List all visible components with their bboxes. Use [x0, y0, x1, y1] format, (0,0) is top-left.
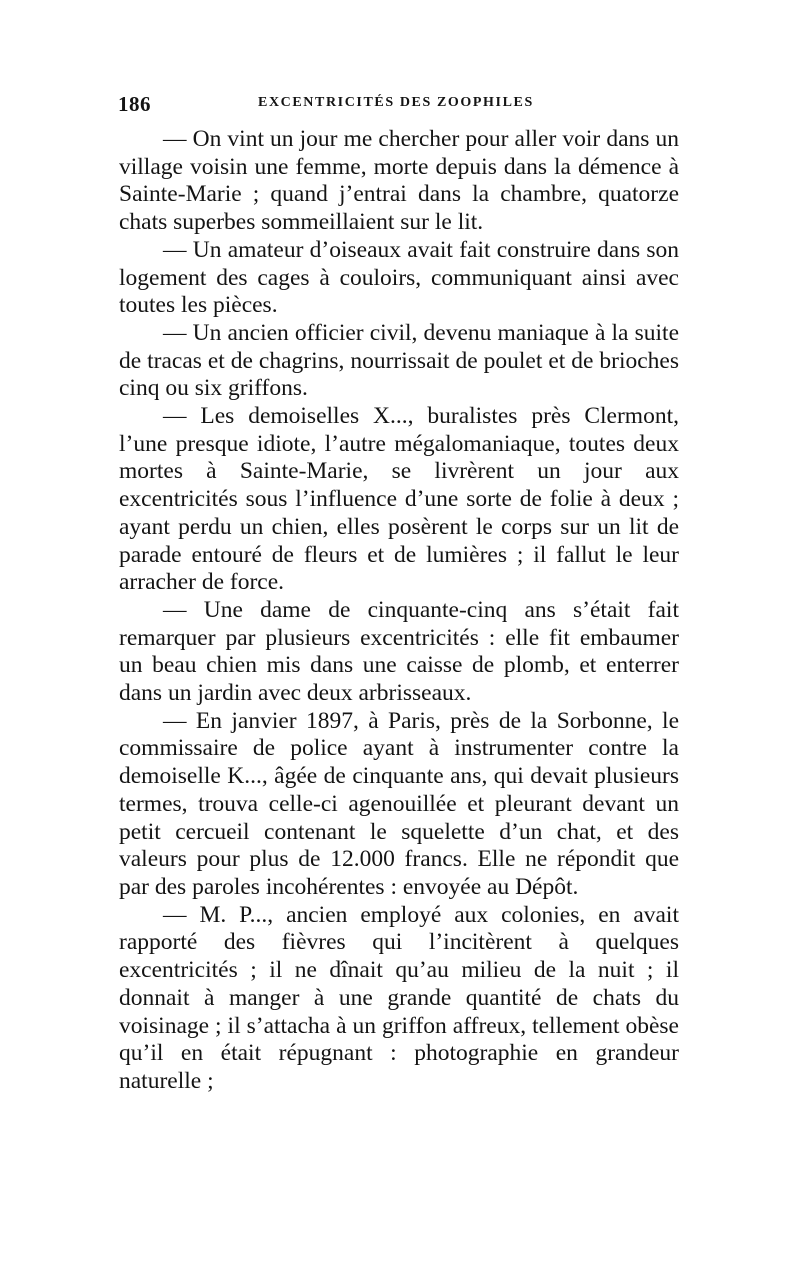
paragraph-demoiselles-x: — Les demoiselles X..., buralistes près Clermont, l’une presque idiote, l’autre mégalomaniaque, toutes deux mortes à Sainte-Marie, se livrèrent un jour aux excentricités sous l’influence d’une sorte de folie à deux ; ayant perdu un chien, elles posèrent le corps sur un lit de parade entouré de fleurs et de lumières ; il fallut le leur arracher de force. [119, 403, 679, 596]
body-text [119, 126, 679, 1096]
page-number: 186 [118, 92, 151, 116]
paragraph-bird-cages: — Un amateur d’oiseaux avait fait construire dans son logement des cages à couloirs, communiquant ainsi avec toutes les pièces. [119, 236, 679, 319]
paragraph-m-p: — M. P..., ancien employé aux colonies, en avait rapporté des fièvres qui l’incitèrent à quelques excentricités ; il ne dînait qu’au milieu de la nuit ; il donnait à manger à une grande quantité de chats du voisinage ; il s’attacha à un griffon affreux, tellement obèse qu’il en était répugnant : photographie en grandeur naturelle ; [119, 901, 679, 1094]
paragraph-demoiselle-k: — En janvier 1897, à Paris, près de la Sorbonne, le commissaire de police ayant à instrumenter contre la demoiselle K..., âgée de cinquante ans, qui devait plusieurs termes, trouva celle-ci agenouillée et pleurant devant un petit cercueil contenant le squelette d’un chat, et des valeurs pour plus de 12.000 francs. Elle ne répondit que par des paroles incohérentes : envoyée au Dépôt. [119, 707, 679, 900]
running-head [118, 92, 683, 116]
paragraph-griffons-fed-brioches: — Un ancien officier civil, devenu maniaque à la suite de tracas et de chagrins, nourrissait de poulet et de brioches cinq ou six griffons. [119, 319, 679, 402]
paragraph-embalmed-dog: — Une dame de cinquante-cinq ans s’était fait remarquer par plusieurs excentricités : elle fit embaumer un beau chien mis dans une caisse de plomb, et enterrer dans un jardin avec deux arbrisseaux. [119, 596, 679, 707]
paragraph-cats-on-bed: — On vint un jour me chercher pour aller voir dans un village voisin une femme, morte depuis dans la démence à Sainte-Marie ; quand j’entrai dans la chambre, quatorze chats superbes sommeillaient sur le lit. [119, 126, 679, 236]
running-title: EXCENTRICITÉS DES ZOOPHILES [258, 95, 534, 110]
